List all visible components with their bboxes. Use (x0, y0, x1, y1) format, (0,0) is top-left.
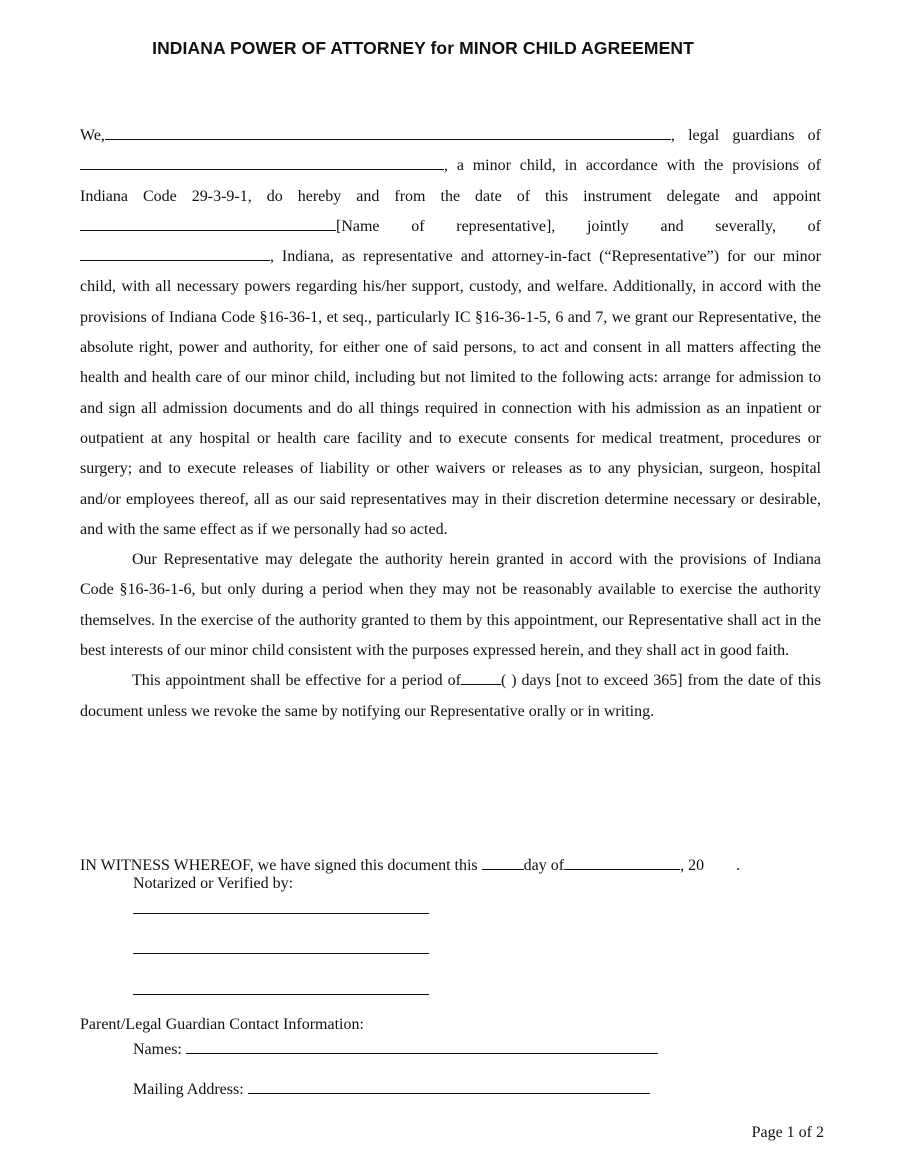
contact-names-row (133, 1037, 658, 1059)
representative-powers-text: , Indiana, as representative and attorney-in-fact (“Representative”) for our minor child, with all necessary powers regarding his/her support, custody, and welfare. Additionally, in accord with the provisions of Indiana Code §16-36-1, et seq., particularly IC §16-36-1-5, 6 and 7, we grant our Representative, the absolute right, power and authority, for either one of said persons, to act and consent in all matters affecting the health and health care of our minor child, including but not limited to the following acts: arrange for admission to and sign all admission documents and do all things required in connection with his admission as an inpatient or outpatient at any hospital or health care facility and to execute consents for medical treatment, procedures or surgery; and to execute releases of liability or other waivers or releases as to any physician, surgeon, hospital and/or employees thereof, all as our said representatives may in their discretion determine necessary or desirable, and with the same effect as if we personally had so acted. (80, 248, 821, 538)
legal-guardians-text: , legal guardians of (670, 127, 821, 144)
name-of-representative-text: [Name of representative], jointly and severally, of (336, 217, 821, 235)
document-title: INDIANA POWER OF ATTORNEY for MINOR CHILD AGREEMENT (152, 38, 694, 58)
mailing-address-field[interactable] (248, 1077, 650, 1094)
guardians-name-field[interactable] (105, 123, 671, 140)
witness-day-field[interactable] (482, 853, 524, 870)
notary-label: Notarized or Verified by: (133, 875, 294, 892)
names-field[interactable] (186, 1037, 658, 1054)
paragraph-appointment (80, 121, 821, 545)
minor-child-name-field[interactable] (80, 153, 444, 170)
paragraph-duration (80, 666, 821, 727)
names-label: Names: (133, 1041, 182, 1058)
paragraph-delegation: Our Representative may delegate the authority herein granted in accord with the provisions of Indiana Code §16-36-1-6, but only during a period when they may not be reasonably available to exercise the authority themselves. In the exercise of the authority granted to them by this appointment, our Representative shall act in the best interests of our minor child consistent with the purposes expressed herein, and they shall act in good faith. (80, 551, 821, 660)
contact-info-heading: Parent/Legal Guardian Contact Information: (80, 1016, 364, 1033)
witness-month-field[interactable] (564, 853, 680, 870)
representative-city-field[interactable] (80, 244, 270, 261)
notary-signature-line-3[interactable] (133, 994, 429, 995)
duration-days-field[interactable] (461, 668, 501, 685)
page-number: Page 1 of 2 (751, 1124, 824, 1141)
witness-period: . (736, 857, 741, 874)
year-text: , 20 (680, 857, 705, 874)
notary-signature-line-1[interactable] (133, 913, 429, 914)
witness-text: IN WITNESS WHEREOF, we have signed this document this (80, 857, 478, 874)
agreement-body (80, 121, 821, 727)
representative-name-field[interactable] (80, 214, 336, 231)
witness-clause (80, 853, 740, 875)
we-text: We, (80, 127, 105, 144)
mailing-address-label: Mailing Address: (133, 1081, 244, 1098)
duration-text: This appointment shall be effective for a period of (132, 672, 461, 690)
duration-days-text: ( ) days [not to exceed 365] from the date of this document unless we revoke the same by notifying our Representative orally or in writing. (80, 672, 822, 720)
day-of-text: day of (523, 857, 565, 874)
contact-address-row (133, 1077, 650, 1099)
notary-signature-line-2[interactable] (133, 953, 429, 954)
minor-child-text: , a minor child, in accordance with the provisions of Indiana Code 29-3-9-1, do hereby and from the date of this instrument delegate and appoint (80, 157, 821, 205)
